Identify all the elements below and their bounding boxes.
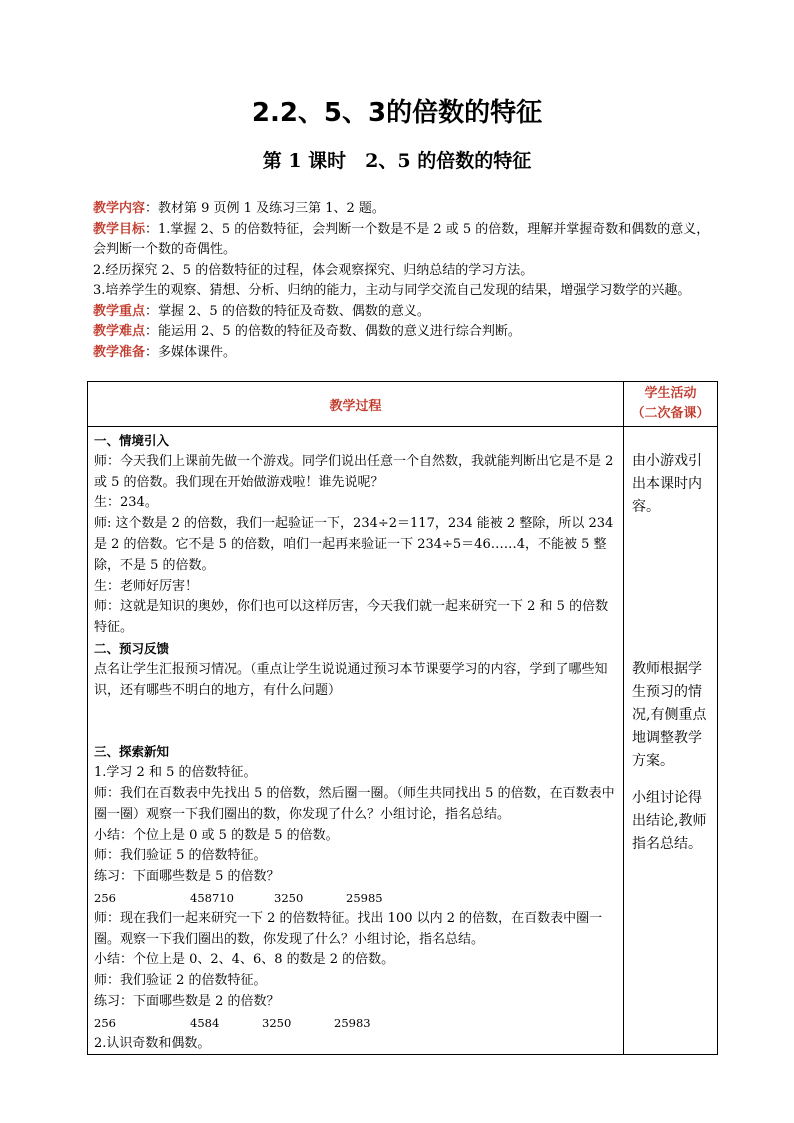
- number-item: 4584: [190, 1015, 220, 1030]
- teaching-process-cell: [88, 427, 624, 1055]
- number-item: 25985: [346, 890, 383, 905]
- paragraph: 师：这就是知识的奥妙，你们也可以这样厉害，今天我们就一起来研究一下 2 和 5 的倍数特征。: [94, 599, 609, 636]
- student-activity-cell: [624, 427, 718, 1055]
- header-student-activity: 学生活动 （二次备课）: [624, 382, 718, 427]
- paragraph: 师：我们验证 5 的倍数特征。: [94, 848, 267, 864]
- section-3-title: 三、探索新知: [94, 744, 170, 760]
- spacer: [632, 431, 711, 450]
- spacer: [94, 701, 617, 742]
- paragraph: 小结：个位上是 0、2、4、6、8 的数是 2 的倍数。: [94, 952, 395, 968]
- teaching-goals: 教学目标：1.掌握 2、5 的倍数特征，会判断一个数是不是 2 或 5 的倍数，理解并掌握奇数和偶数的意义，会判断一个数的奇偶性。: [93, 221, 710, 257]
- teaching-goal-3: 3.培养学生的观察、猜想、分析、归纳的能力，主动与同学交流自己发现的结果，增强学习数学的兴趣。: [93, 283, 691, 298]
- paragraph: 师：今天我们上课前先做一个游戏。同学们说出任意一个自然数，我就能判断出它是不是 2 或 5 的倍数。我们现在开始做游戏啦！谁先说呢？: [94, 453, 614, 490]
- paragraph: 小结：个位上是 0 或 5 的数是 5 的倍数。: [94, 827, 339, 843]
- number-item: 256: [94, 890, 116, 905]
- lesson-intro: [93, 199, 718, 363]
- teaching-preparation: 教学准备：多媒体课件。: [93, 344, 237, 360]
- paragraph: 1.学习 2 和 5 的倍数特征。: [94, 765, 257, 781]
- section-2-title: 二、预习反馈: [94, 640, 170, 656]
- number-item: 25983: [334, 1015, 371, 1030]
- header-teaching-process: 教学过程: [88, 382, 624, 427]
- number-item: 256: [94, 1015, 116, 1030]
- teaching-goals-label: 教学目标: [93, 221, 146, 237]
- paragraph: 2.认识奇数和偶数。: [94, 1035, 211, 1051]
- paragraph: 生：234。: [94, 495, 158, 511]
- document-title: 2.2、5、3的倍数的特征: [251, 98, 543, 128]
- side-note: 由小游戏引出本课时内容。: [632, 453, 702, 515]
- spacer: [632, 773, 711, 787]
- paragraph: 师：我们验证 2 的倍数特征。: [94, 973, 267, 989]
- teaching-content: 教学内容：教材第 9 页例 1 及练习三第 1、2 题。: [93, 201, 385, 216]
- lesson-subtitle: 第 1 课时 2、5 的倍数的特征: [262, 150, 532, 172]
- difficulties-label: 教学难点: [93, 324, 146, 339]
- lesson-table: [87, 381, 718, 1055]
- preparation-label: 教学准备: [93, 344, 146, 360]
- key-points-label: 教学重点: [93, 303, 146, 319]
- paragraph: 师：我们在百数表中先找出 5 的倍数，然后圈一圈。（师生共同找出 5 的倍数，在百数表中圈一圈）观察一下我们圈出的数，你发现了什么？小组讨论，指名总结。: [94, 785, 615, 822]
- number-item: 3250: [262, 1015, 292, 1030]
- paragraph: 点名让学生汇报预习情况。（重点让学生说说通过预习本节课要学习的内容，学到了哪些知识，还有哪些不明白的地方，有什么问题）: [94, 661, 608, 698]
- paragraph: 练习：下面哪些数是 5 的倍数？: [94, 869, 280, 885]
- teaching-key-points: 教学重点：掌握 2、5 的倍数的特征及奇数、偶数的意义。: [93, 303, 430, 319]
- paragraph: 练习：下面哪些数是 2 的倍数？: [94, 993, 280, 1009]
- number-item: 3250: [274, 890, 304, 905]
- paragraph: 生：老师好厉害！: [94, 578, 199, 594]
- paragraph: 师: 这个数是 2 的倍数，我们一起验证一下，234÷2＝117，234 能被 2 整除，所以 234 是 2 的倍数。它不是 5 的倍数，咱们一起再来验证一下 234÷5＝46……4，不能被 5 整除，不是 5 的倍数。: [94, 516, 614, 573]
- number-item: 458710: [190, 890, 234, 905]
- number-list-two: [94, 1013, 617, 1034]
- side-note: 小组讨论得出结论,教师指名总结。: [632, 790, 707, 852]
- teaching-content-label: 教学内容: [93, 201, 146, 216]
- table-header-row: [88, 382, 718, 427]
- number-list-five: [94, 888, 617, 909]
- table-body-row: [88, 427, 718, 1055]
- side-note: 教师根据学生预习的情况,有侧重点地调整教学方案。: [632, 661, 707, 769]
- section-1-title: 一、情境引入: [94, 433, 170, 448]
- teaching-goal-2: 2.经历探究 2、5 的倍数特征的过程，体会观察探究、归纳总结的学习方法。: [93, 262, 534, 278]
- teaching-difficulties: 教学难点：能运用 2、5 的倍数的特征及奇数、偶数的意义进行综合判断。: [93, 324, 521, 339]
- paragraph: 师：现在我们一起来研究一下 2 的倍数特征。找出 100 以内 2 的倍数，在百数表中圈一圈。观察一下我们圈出的数，你发现了什么？小组讨论，指名总结。: [94, 910, 603, 947]
- spacer: [632, 519, 711, 658]
